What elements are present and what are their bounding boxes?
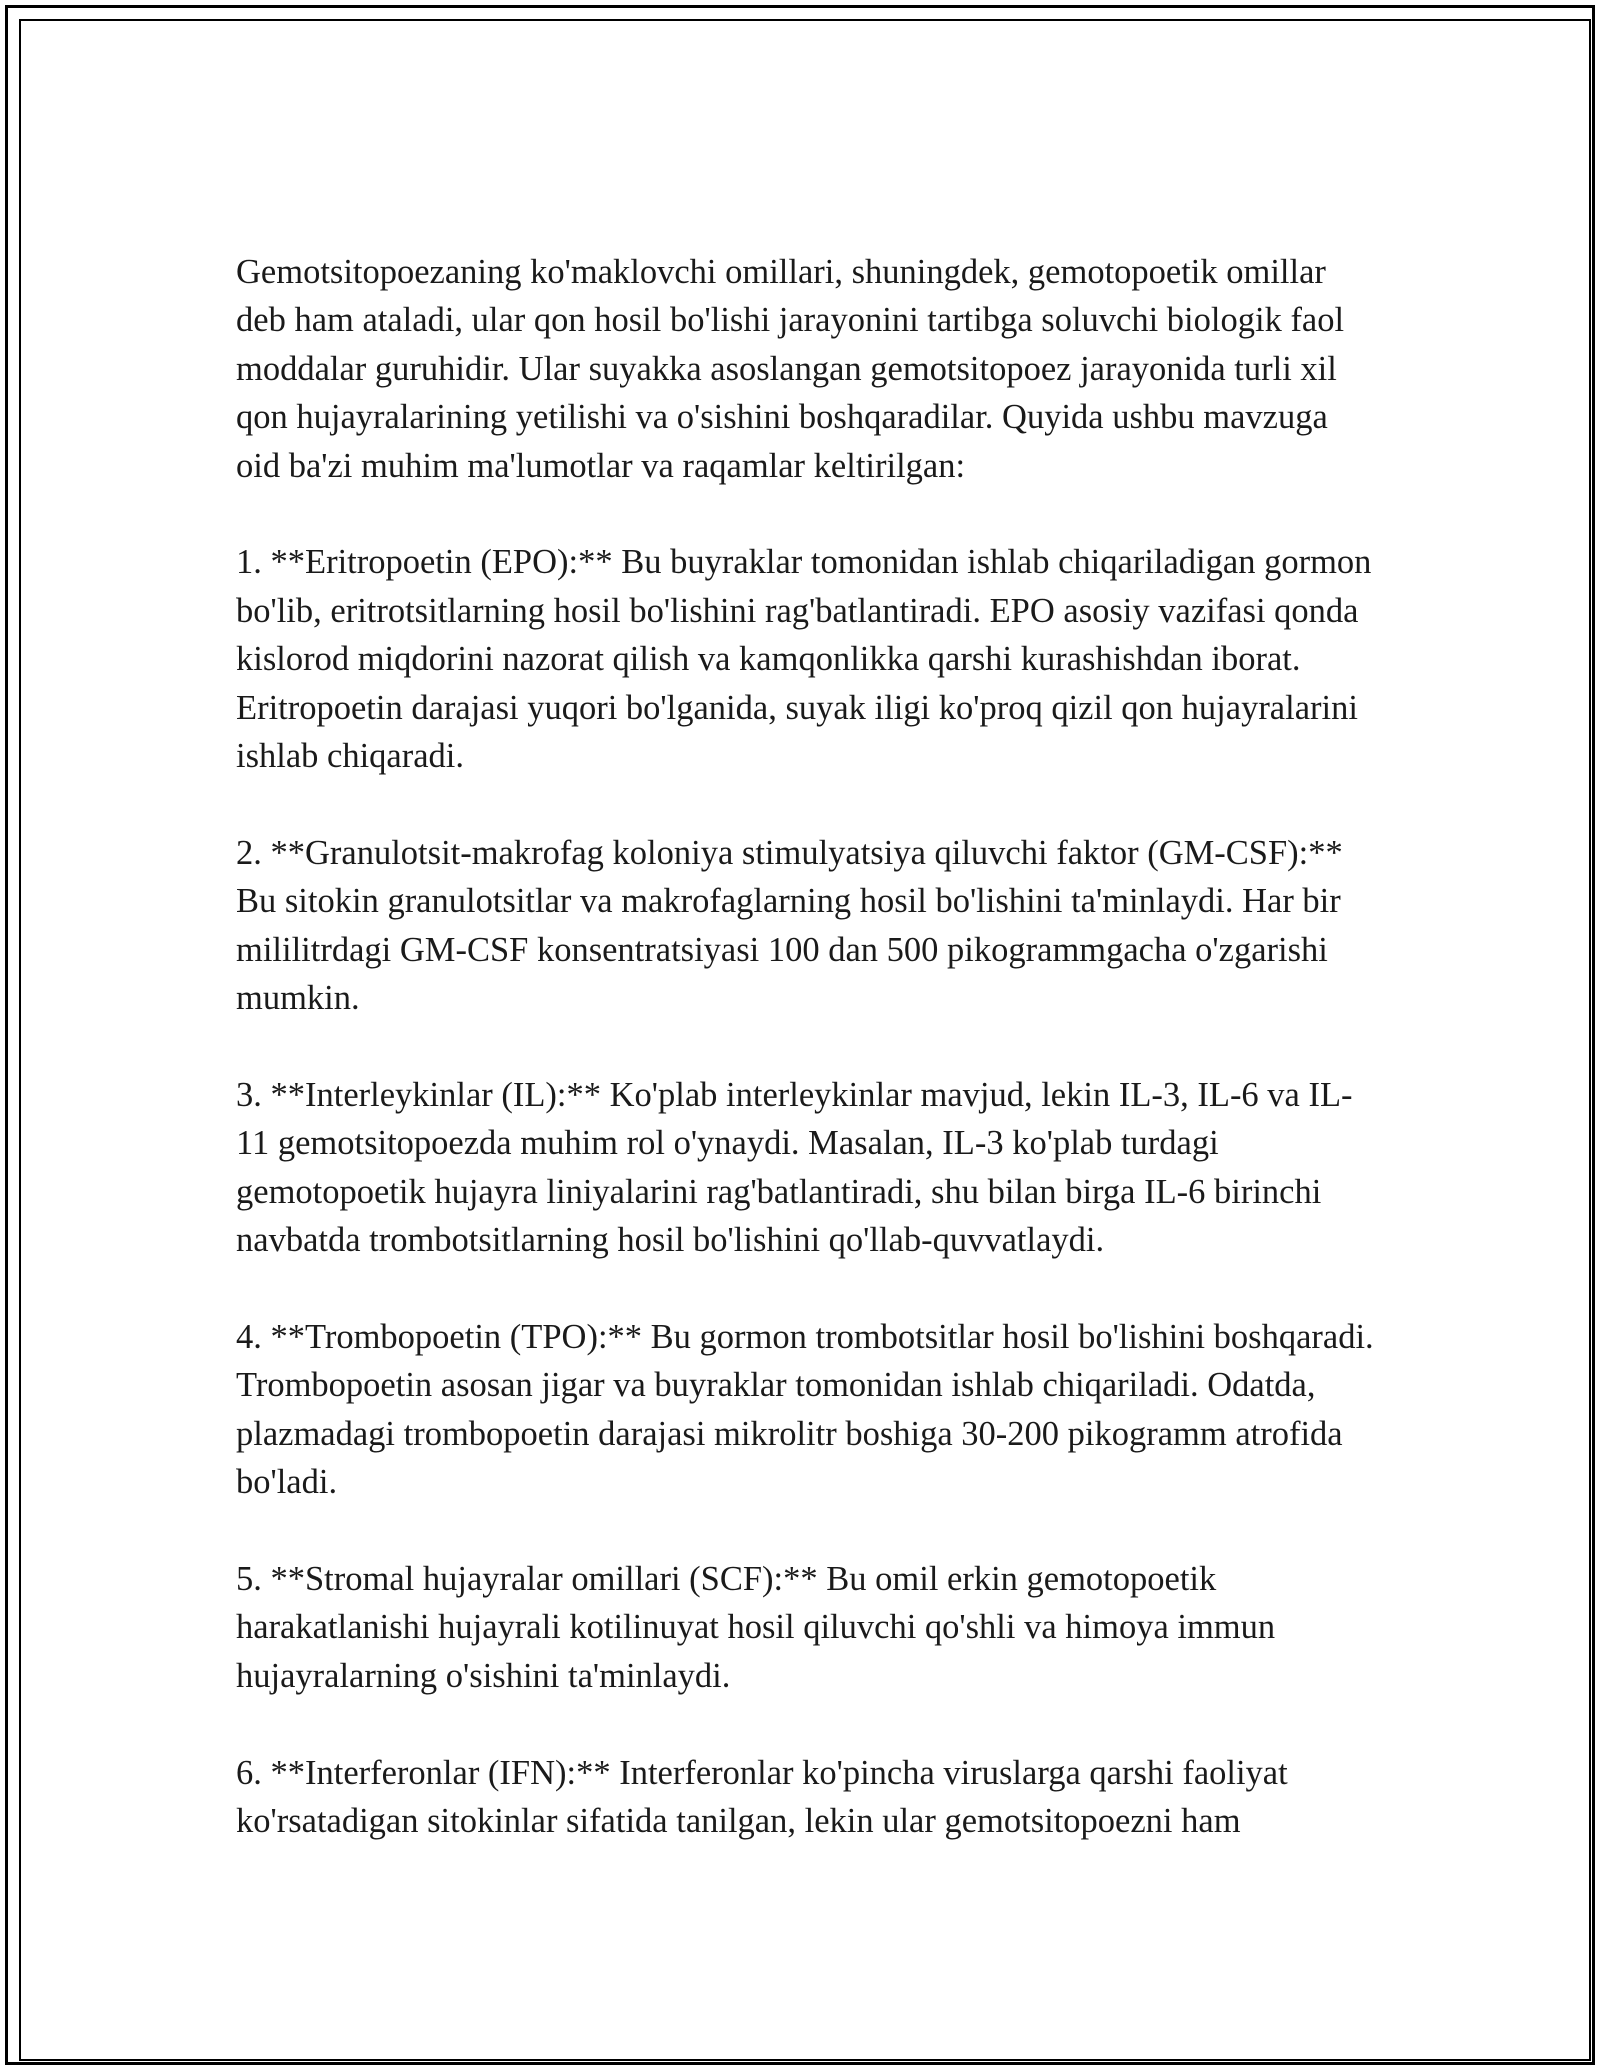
list-item-gm-csf: 2. **Granulotsit-makrofag koloniya stimulyatsiya qiluvchi faktor (GM-CSF):** Bu sitokin granulotsitlar va makrofaglarning hosil bo'lishini ta'minlaydi. Har bir mililitrdagi GM-CSF konsentratsiyasi 100 dan 500 pikogrammgacha o'zgarishi mumkin. bbox=[236, 833, 1343, 1018]
intro-paragraph: Gemotsitopoezaning ko'maklovchi omillari, shuningdek, gemotopoetik omillar deb ham ataladi, ular qon hosil bo'lishi jarayonini tartibga soluvchi biologik faol moddalar guruhidir. Ular suyakka asoslangan gemotsitopoez jarayonida turli xil qon hujayralarining yetilishi va o'sishini boshqaradilar. Quyida ushbu mavzuga oid ba'zi muhim ma'lumotlar va raqamlar keltirilgan: bbox=[236, 253, 1345, 485]
list-item-interleukins: 3. **Interleykinlar (IL):** Ko'plab interleykinlar mavjud, lekin IL-3, IL-6 va IL-11 gemotsitopoezda muhim rol o'ynaydi. Masalan, IL-3 ko'plab turdagi gemotopoetik hujayra liniyalarini rag'batlantiradi, shu bilan birga IL-6 birinchi navbatda trombotsitlarning hosil bo'lishini qo'llab-quvvatlaydi. bbox=[236, 1075, 1353, 1260]
list-item-scf: 5. **Stromal hujayralar omillari (SCF):** Bu omil erkin gemotopoetik harakatlanishi hujayrali kotilinuyat hosil qiluvchi qo'shli va himoya immun hujayralarning o'sishini ta'minlaydi. bbox=[236, 1559, 1276, 1695]
list-item-tpo: 4. **Trombopoetin (TPO):** Bu gormon trombotsitlar hosil bo'lishini boshqaradi. Trombopoetin asosan jigar va buyraklar tomonidan ishlab chiqariladi. Odatda, plazmadagi trombopoetin darajasi mikrolitr boshiga 30-200 pikogramm atrofida bo'ladi. bbox=[236, 1317, 1374, 1502]
document-body bbox=[236, 248, 1376, 1845]
list-item-ifn: 6. **Interferonlar (IFN):** Interferonlar ko'pincha viruslarga qarshi faoliyat ko'rsatadigan sitokinlar sifatida tanilgan, lekin ular gemotsitopoezni ham bbox=[236, 1753, 1288, 1840]
list-item-epo: 1. **Eritropoetin (EPO):** Bu buyraklar tomonidan ishlab chiqariladigan gormon bo'lib, eritrotsitlarning hosil bo'lishini rag'batlantiradi. EPO asosiy vazifasi qonda kislorod miqdorini nazorat qilish va kamqonlikka qarshi kurashishdan iborat. Eritropoetin darajasi yuqori bo'lganida, suyak iligi ko'proq qizil qon hujayralarini ishlab chiqaradi. bbox=[236, 543, 1372, 776]
